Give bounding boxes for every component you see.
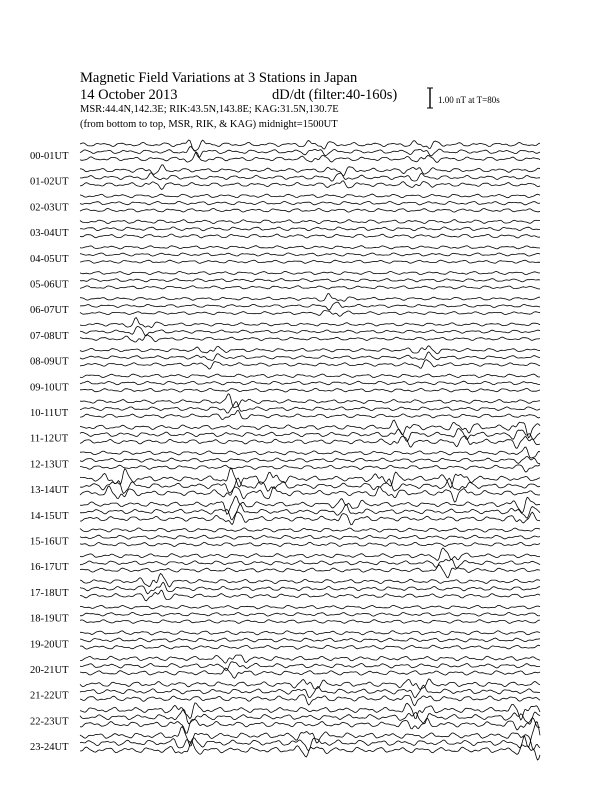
trace-msr: [80, 311, 540, 317]
hour-row-label: 08-09UT: [30, 356, 69, 368]
hour-row-label: 04-05UT: [30, 253, 69, 265]
scale-bar-label: 1.00 nT at T=80s: [438, 95, 500, 105]
chart-title: Magnetic Field Variations at 3 Stations in Japan: [80, 70, 358, 86]
trace-msr: [80, 542, 540, 546]
trace-msr: [80, 465, 540, 473]
hour-row-label: 20-21UT: [30, 665, 69, 676]
trace-rik: [80, 352, 540, 361]
trace-rik: [80, 253, 540, 256]
hour-row-label: 18-19UT: [30, 613, 69, 625]
trace-rik: [80, 227, 540, 231]
trace-kag: [80, 605, 540, 609]
trace-kag: [80, 294, 540, 302]
trace-rik: [80, 147, 540, 158]
trace-rik: [80, 582, 540, 594]
chart-date: 14 October 2013: [80, 87, 178, 103]
trace-msr: [80, 209, 540, 213]
station-order-note: (from bottom to top, MSR, RIK, & KAG) midnight=1500UT: [80, 119, 338, 130]
hour-row-label: 00-01UT: [30, 151, 69, 162]
trace-rik: [80, 638, 540, 642]
trace-msr: [80, 512, 540, 525]
trace-msr: [80, 360, 540, 369]
trace-kag: [80, 194, 540, 198]
trace-msr: [80, 668, 540, 678]
trace-kag: [80, 220, 540, 224]
trace-kag: [80, 447, 540, 458]
hour-row-label: 23-24UT: [30, 742, 69, 754]
trace-kag: [80, 394, 540, 408]
trace-msr: [80, 260, 540, 263]
trace-msr: [80, 152, 540, 162]
component-label: dD/dt (filter:40-160s): [272, 87, 398, 103]
trace-msr: [80, 645, 540, 649]
trace-msr: [80, 335, 540, 342]
trace-msr: [80, 620, 540, 624]
trace-kag: [80, 631, 540, 635]
hour-row-label: 14-15UT: [30, 510, 69, 522]
hour-row-label: 06-07UT: [30, 305, 69, 317]
trace-rik: [80, 559, 540, 568]
trace-msr: [80, 286, 540, 289]
trace-rik: [80, 612, 540, 616]
trace-msr: [80, 234, 540, 238]
trace-kag: [80, 655, 540, 663]
hour-row-label: 01-02UT: [30, 176, 69, 188]
trace-msr: [80, 565, 540, 578]
hour-row-label: 17-18UT: [30, 587, 69, 599]
hour-row-label: 22-23UT: [30, 716, 69, 728]
hour-row-label: 15-16UT: [30, 536, 69, 548]
trace-rik: [80, 381, 540, 385]
trace-rik: [80, 662, 540, 671]
trace-kag: [80, 468, 540, 488]
trace-kag: [80, 679, 540, 690]
hour-row-label: 13-14UT: [30, 485, 69, 497]
trace-msr: [80, 411, 540, 420]
hour-row-label: 10-11UT: [30, 408, 69, 419]
hour-row-label: 12-13UT: [30, 459, 69, 471]
trace-msr: [80, 436, 540, 449]
station-coordinates: MSR:44.4N,142.3E; RIK:43.5N,143.8E; KAG:31.5N,130.7E: [80, 104, 339, 115]
trace-kag: [80, 140, 540, 151]
trace-rik: [80, 326, 540, 335]
hour-row-label: 09-10UT: [30, 382, 69, 394]
trace-msr: [80, 742, 540, 761]
trace-rik: [80, 173, 540, 181]
trace-kag: [80, 574, 540, 587]
trace-msr: [80, 388, 540, 392]
trace-rik: [80, 302, 540, 310]
hour-row-label: 19-20UT: [30, 639, 69, 651]
trace-rik: [80, 279, 540, 282]
hour-row-label: 05-06UT: [30, 279, 69, 291]
trace-msr: [80, 590, 540, 601]
hour-row-label: 02-03UT: [30, 202, 69, 214]
trace-kag: [80, 548, 540, 561]
trace-kag: [80, 374, 540, 378]
hour-row-label: 07-08UT: [30, 330, 69, 342]
hour-row-label: 21-22UT: [30, 690, 69, 702]
trace-rik: [80, 478, 540, 493]
trace-kag: [80, 318, 540, 328]
trace-kag: [80, 528, 540, 532]
trace-rik: [80, 456, 540, 463]
trace-kag: [80, 346, 540, 354]
trace-rik: [80, 735, 540, 751]
trace-rik: [80, 685, 540, 698]
trace-msr: [80, 718, 540, 734]
hour-row-label: 11-12UT: [30, 433, 69, 445]
trace-msr: [80, 181, 540, 190]
trace-rik: [80, 402, 540, 414]
trace-kag: [80, 271, 540, 274]
hour-row-label: 16-17UT: [30, 562, 69, 574]
trace-kag: [80, 246, 540, 249]
trace-msr: [80, 695, 540, 706]
trace-rik: [80, 535, 540, 539]
trace-rik: [80, 201, 540, 205]
hour-row-label: 03-04UT: [30, 228, 69, 240]
trace-msr: [80, 486, 540, 502]
